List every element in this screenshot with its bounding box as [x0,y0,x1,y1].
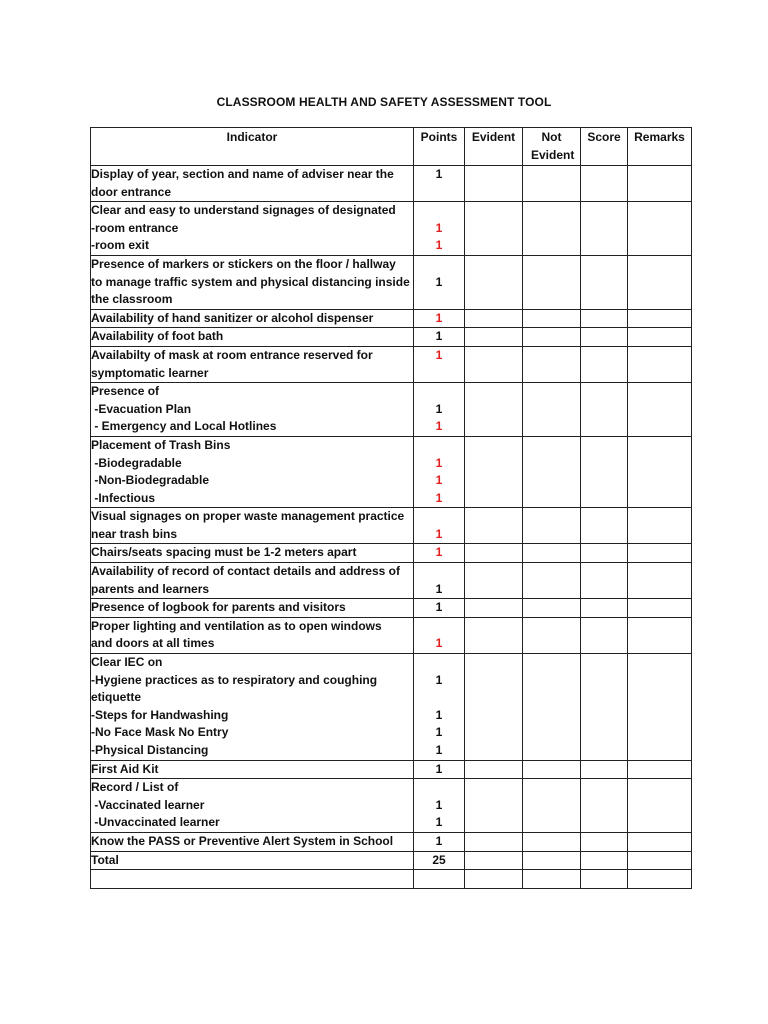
points-value: 1 [435,490,443,505]
indicator-cell [91,544,414,563]
not-evident-cell [523,779,581,833]
score-cell [581,654,628,761]
evident-cell [465,832,523,851]
header-score: Score [581,128,628,166]
points-cell [414,346,465,382]
indicator-cell [91,508,414,544]
indicator-line: Availability of foot bath [91,329,224,344]
indicator-cell [91,436,414,507]
indicator-line: First Aid Kit [91,761,159,776]
points-value: 1 [435,672,443,687]
points-cell [414,383,465,437]
indicator-line: -room exit [91,238,150,253]
indicator-line: - Emergency and Local Hotlines [91,419,277,434]
score-cell [581,779,628,833]
remarks-cell [628,760,692,779]
table-row [91,436,692,507]
indicator-line: -Infectious [91,490,156,505]
points-value: 25 [432,852,446,867]
indicator-line: Clear IEC on [91,655,163,670]
score-cell [581,328,628,347]
score-cell [581,617,628,653]
points-value: 1 [435,833,443,848]
not-evident-cell [523,654,581,761]
not-evident-cell [523,508,581,544]
indicator-cell [91,654,414,761]
not-evident-cell [523,599,581,618]
indicator-cell [91,779,414,833]
indicator-line: Chairs/seats spacing must be 1-2 meters apart [91,545,357,560]
remarks-cell [628,328,692,347]
indicator-cell [91,255,414,309]
evident-cell [465,436,523,507]
indicator-line: -room entrance [91,220,179,235]
indicator-line: Total [91,852,119,867]
not-evident-cell [523,617,581,653]
points-cell [414,617,465,653]
indicator-line: Availability of record of contact details and address of [91,564,400,579]
points-cell [414,166,465,202]
remarks-cell [628,309,692,328]
remarks-cell [628,255,692,309]
header-points: Points [414,128,465,166]
evident-cell [465,870,523,889]
evident-cell [465,654,523,761]
points-cell [414,309,465,328]
indicator-line: Know the PASS or Preventive Alert System in School [91,833,394,848]
indicator-line: door entrance [91,184,172,199]
not-evident-cell [523,870,581,889]
evident-cell [465,255,523,309]
remarks-cell [628,383,692,437]
points-cell [414,328,465,347]
indicator-line: to manage traffic system and physical distancing inside [91,274,410,289]
points-value: 1 [435,167,443,181]
indicator-line: Clear and easy to understand signages of designated [91,203,396,218]
score-cell [581,599,628,618]
indicator-cell [91,383,414,437]
points-value: 1 [435,274,443,289]
table-row [91,760,692,779]
points-value: 1 [435,743,443,757]
evident-cell [465,309,523,328]
indicator-cell [91,563,414,599]
points-cell [414,436,465,507]
not-evident-cell [523,832,581,851]
points-value: 1 [435,473,443,488]
remarks-cell [628,851,692,870]
header-indicator: Indicator [91,128,414,166]
indicator-line: -Unvaccinated learner [91,815,220,830]
remarks-cell [628,508,692,544]
not-evident-cell [523,383,581,437]
indicator-line: -Steps for Handwashing [91,707,229,722]
score-cell [581,851,628,870]
not-evident-cell [523,255,581,309]
points-value: 1 [435,761,443,776]
remarks-cell [628,832,692,851]
indicator-line: Availability of hand sanitizer or alcohol dispenser [91,310,374,325]
points-value: 1 [435,419,443,434]
points-value: 1 [435,310,443,325]
remarks-cell [628,563,692,599]
evident-cell [465,166,523,202]
table-row [91,328,692,347]
remarks-cell [628,654,692,761]
evident-cell [465,599,523,618]
points-value: 1 [435,581,443,596]
remarks-cell [628,599,692,618]
points-cell [414,832,465,851]
header-remarks: Remarks [628,128,692,166]
indicator-line: parents and learners [91,581,210,596]
score-cell [581,436,628,507]
not-evident-cell [523,166,581,202]
not-evident-cell [523,563,581,599]
indicator-line: -No Face Mask No Entry [91,725,229,740]
indicator-line: Presence of logbook for parents and visitors [91,600,346,615]
points-value: 1 [435,220,443,235]
points-cell [414,563,465,599]
points-cell [414,508,465,544]
indicator-line: -Physical Distancing [91,743,209,757]
table-row [91,309,692,328]
evident-cell [465,346,523,382]
indicator-cell [91,309,414,328]
score-cell [581,346,628,382]
header-evident: Evident [465,128,523,166]
indicator-line: -Non-Biodegradable [91,473,210,488]
indicator-line: Presence of [91,384,160,399]
indicator-line: -Evacuation Plan [91,401,192,416]
indicator-line: -Hygiene practices as to respiratory and coughing [91,672,378,687]
points-cell [414,599,465,618]
points-value: 1 [435,401,443,416]
header-not-evident: Not Evident [523,128,581,166]
indicator-cell [91,870,414,889]
evident-cell [465,779,523,833]
table-row [91,851,692,870]
table-row [91,508,692,544]
indicator-line: near trash bins [91,526,178,541]
points-value: 1 [435,238,443,253]
assessment-table [90,127,692,889]
score-cell [581,255,628,309]
points-cell [414,544,465,563]
indicator-line: -Vaccinated learner [91,797,205,812]
points-cell [414,870,465,889]
score-cell [581,760,628,779]
indicator-line: Visual signages on proper waste management practice [91,509,405,524]
points-value: 1 [435,347,443,362]
evident-cell [465,544,523,563]
indicator-cell [91,346,414,382]
not-evident-cell [523,544,581,563]
table-row [91,346,692,382]
not-evident-cell [523,436,581,507]
remarks-cell [628,544,692,563]
table-row [91,383,692,437]
remarks-cell [628,870,692,889]
points-cell [414,255,465,309]
indicator-cell [91,328,414,347]
points-value: 1 [435,725,443,740]
points-cell [414,779,465,833]
evident-cell [465,760,523,779]
evident-cell [465,851,523,870]
remarks-cell [628,202,692,256]
indicator-cell [91,599,414,618]
score-cell [581,508,628,544]
indicator-line: etiquette [91,690,142,705]
indicator-line: and doors at all times [91,636,215,651]
score-cell [581,870,628,889]
table-row [91,202,692,256]
not-evident-cell [523,346,581,382]
evident-cell [465,617,523,653]
table-row [91,255,692,309]
points-value: 1 [435,526,443,541]
points-cell [414,760,465,779]
not-evident-cell [523,328,581,347]
indicator-line: Availabilty of mask at room entrance reserved for [91,347,373,362]
not-evident-cell [523,202,581,256]
points-value: 1 [435,636,443,651]
remarks-cell [628,166,692,202]
table-body [91,166,692,889]
table-row [91,779,692,833]
table-header-row [91,128,692,166]
table-row [91,166,692,202]
table-row [91,563,692,599]
indicator-line: Record / List of [91,780,179,795]
points-cell [414,654,465,761]
remarks-cell [628,779,692,833]
score-cell [581,832,628,851]
points-cell [414,202,465,256]
not-evident-cell [523,760,581,779]
score-cell [581,563,628,599]
score-cell [581,166,628,202]
evident-cell [465,202,523,256]
indicator-cell [91,617,414,653]
not-evident-cell [523,851,581,870]
table-row [91,599,692,618]
indicator-line: Display of year, section and name of adviser near the [91,167,394,181]
document-title: CLASSROOM HEALTH AND SAFETY ASSESSMENT TOOL [216,95,552,109]
indicator-line: the classroom [91,292,173,307]
remarks-cell [628,346,692,382]
indicator-cell [91,166,414,202]
indicator-cell [91,202,414,256]
table-row [91,870,692,889]
indicator-cell [91,832,414,851]
indicator-line: Presence of markers or stickers on the floor / hallway [91,256,396,271]
indicator-cell [91,760,414,779]
indicator-line: Proper lighting and ventilation as to open windows [91,618,382,633]
evident-cell [465,328,523,347]
score-cell [581,202,628,256]
not-evident-cell [523,309,581,328]
score-cell [581,544,628,563]
indicator-line: -Biodegradable [91,455,182,470]
indicator-line: Placement of Trash Bins [91,437,231,452]
table-row [91,654,692,761]
remarks-cell [628,617,692,653]
points-cell [414,851,465,870]
points-value: 1 [435,545,443,560]
points-value: 1 [435,707,443,722]
evident-cell [465,563,523,599]
remarks-cell [628,436,692,507]
evident-cell [465,508,523,544]
points-value: 1 [435,797,443,812]
indicator-line [91,870,413,888]
score-cell [581,309,628,328]
table-row [91,832,692,851]
indicator-line: symptomatic learner [91,365,209,380]
points-value: 1 [435,600,443,615]
table-row [91,617,692,653]
points-value: 1 [435,815,443,830]
points-value: 1 [435,455,443,470]
indicator-cell [91,851,414,870]
score-cell [581,383,628,437]
points-value: 1 [435,329,443,344]
evident-cell [465,383,523,437]
table-row [91,544,692,563]
